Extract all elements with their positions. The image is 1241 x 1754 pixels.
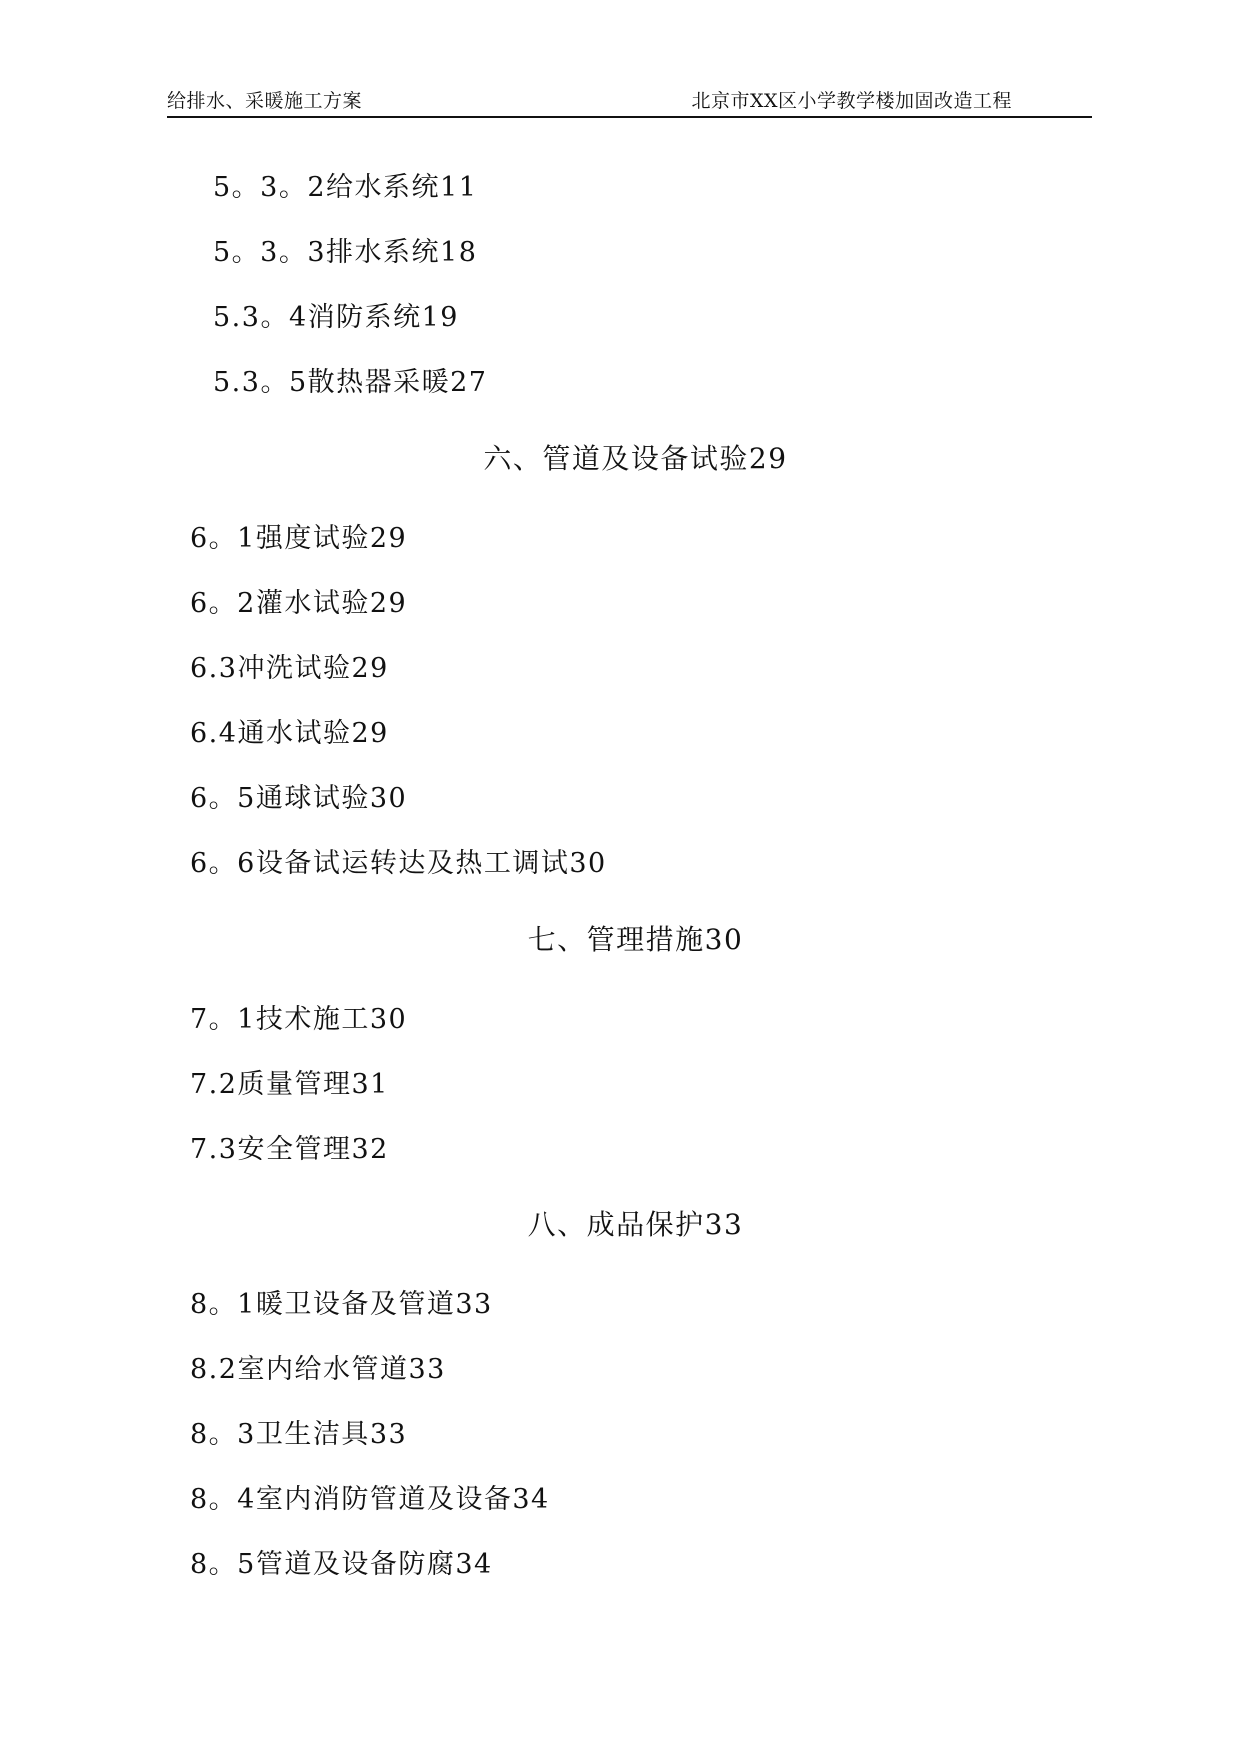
- toc-section-6-label: 六、管道及设备试验29: [483, 442, 788, 475]
- toc-section-7: [0, 918, 1241, 958]
- toc-section-8-label: 八、成品保护33: [527, 1208, 744, 1241]
- toc-section-6: [0, 437, 1241, 477]
- toc-entry-5-3-4: 5.3。4消防系统19: [213, 302, 459, 333]
- toc-section-8: [0, 1203, 1241, 1243]
- toc-section-7-label: 七、管理措施30: [527, 923, 744, 956]
- toc-entry-6-3: 6.3冲洗试验29: [190, 653, 389, 684]
- page-header: [167, 84, 1092, 118]
- toc-entry-6-1: 6。1强度试验29: [190, 523, 408, 554]
- toc-entry-6-5: 6。5通球试验30: [190, 783, 408, 814]
- toc-entry-6-6: 6。6设备试运转达及热工调试30: [190, 848, 607, 879]
- toc-entry-7-1: 7。1技术施工30: [190, 1004, 408, 1035]
- toc-entry-7-2: 7.2质量管理31: [190, 1069, 389, 1100]
- toc-entry-7-3: 7.3安全管理32: [190, 1134, 389, 1165]
- header-document-title: 给排水、采暖施工方案: [167, 90, 363, 112]
- toc-entry-8-5: 8。5管道及设备防腐34: [190, 1549, 493, 1580]
- toc-entry-8-2: 8.2室内给水管道33: [190, 1354, 446, 1385]
- header-project-name: 北京市XX区小学教学楼加固改造工程: [691, 90, 1012, 112]
- toc-entry-8-4: 8。4室内消防管道及设备34: [190, 1484, 550, 1515]
- toc-entry-6-2: 6。2灌水试验29: [190, 588, 408, 619]
- toc-entry-5-3-5: 5.3。5散热器采暖27: [213, 367, 488, 398]
- toc-entry-8-1: 8。1暖卫设备及管道33: [190, 1289, 493, 1320]
- toc-entry-5-3-3: 5。3。3排水系统18: [213, 237, 478, 268]
- toc-entry-6-4: 6.4通水试验29: [190, 718, 389, 749]
- toc-entry-8-3: 8。3卫生洁具33: [190, 1419, 408, 1450]
- toc-entry-5-3-2: 5。3。2给水系统11: [213, 172, 478, 203]
